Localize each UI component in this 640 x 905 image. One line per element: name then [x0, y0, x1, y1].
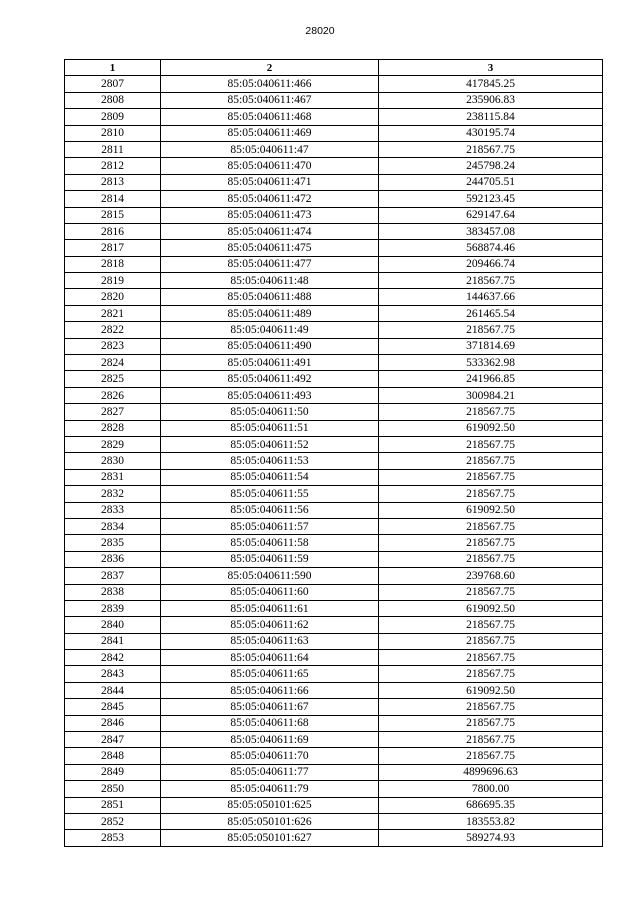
- table-row: [65, 813, 603, 829]
- row-number-cell: 2828: [65, 420, 161, 436]
- table-row: [65, 600, 603, 616]
- table-row: [65, 273, 603, 289]
- table-row: [65, 617, 603, 633]
- cadastral-number-cell: 85:05:040611:470: [161, 158, 379, 174]
- table-row: [65, 568, 603, 584]
- table-row: [65, 732, 603, 748]
- value-cell: 218567.75: [379, 650, 603, 666]
- cadastral-number-cell: 85:05:040611:468: [161, 109, 379, 125]
- table-row: [65, 764, 603, 780]
- table-row: [65, 338, 603, 354]
- row-number-cell: 2809: [65, 109, 161, 125]
- value-cell: 383457.08: [379, 223, 603, 239]
- cadastral-number-cell: 85:05:040611:65: [161, 666, 379, 682]
- cadastral-number-cell: 85:05:040611:473: [161, 207, 379, 223]
- cadastral-number-cell: 85:05:040611:466: [161, 76, 379, 92]
- table-row: [65, 682, 603, 698]
- cadastral-number-cell: 85:05:040611:64: [161, 650, 379, 666]
- row-number-cell: 2849: [65, 764, 161, 780]
- cadastral-number-cell: 85:05:040611:69: [161, 732, 379, 748]
- cadastral-number-cell: 85:05:040611:49: [161, 322, 379, 338]
- cadastral-number-cell: 85:05:040611:57: [161, 518, 379, 534]
- table-row: [65, 584, 603, 600]
- cadastral-number-cell: 85:05:050101:626: [161, 813, 379, 829]
- table-row: [65, 289, 603, 305]
- cadastral-number-cell: 85:05:040611:590: [161, 568, 379, 584]
- value-cell: 144637.66: [379, 289, 603, 305]
- table-row: [65, 223, 603, 239]
- value-cell: 417845.25: [379, 76, 603, 92]
- row-number-cell: 2836: [65, 551, 161, 567]
- table-row: [65, 650, 603, 666]
- value-cell: 245798.24: [379, 158, 603, 174]
- value-cell: 218567.75: [379, 699, 603, 715]
- row-number-cell: 2819: [65, 273, 161, 289]
- table-row: [65, 174, 603, 190]
- row-number-cell: 2852: [65, 813, 161, 829]
- row-number-cell: 2844: [65, 682, 161, 698]
- cadastral-number-cell: 85:05:040611:79: [161, 781, 379, 797]
- cadastral-number-cell: 85:05:040611:59: [161, 551, 379, 567]
- row-number-cell: 2841: [65, 633, 161, 649]
- value-cell: 218567.75: [379, 404, 603, 420]
- value-cell: 218567.75: [379, 518, 603, 534]
- row-number-cell: 2813: [65, 174, 161, 190]
- table-row: [65, 191, 603, 207]
- row-number-cell: 2851: [65, 797, 161, 813]
- value-cell: 218567.75: [379, 551, 603, 567]
- cadastral-number-cell: 85:05:040611:491: [161, 355, 379, 371]
- value-cell: 218567.75: [379, 666, 603, 682]
- value-cell: 218567.75: [379, 748, 603, 764]
- table-row: [65, 781, 603, 797]
- row-number-cell: 2837: [65, 568, 161, 584]
- cadastral-number-cell: 85:05:040611:47: [161, 141, 379, 157]
- cadastral-number-cell: 85:05:040611:469: [161, 125, 379, 141]
- value-cell: 218567.75: [379, 453, 603, 469]
- row-number-cell: 2820: [65, 289, 161, 305]
- cadastral-number-cell: 85:05:040611:471: [161, 174, 379, 190]
- cadastral-number-cell: 85:05:040611:56: [161, 502, 379, 518]
- value-cell: 244705.51: [379, 174, 603, 190]
- value-cell: 235906.83: [379, 92, 603, 108]
- row-number-cell: 2838: [65, 584, 161, 600]
- table-row: [65, 420, 603, 436]
- table-row: [65, 666, 603, 682]
- cadastral-number-cell: 85:05:040611:490: [161, 338, 379, 354]
- value-cell: 218567.75: [379, 141, 603, 157]
- table-row: [65, 633, 603, 649]
- row-number-cell: 2847: [65, 732, 161, 748]
- row-number-cell: 2814: [65, 191, 161, 207]
- value-cell: 218567.75: [379, 617, 603, 633]
- value-cell: 430195.74: [379, 125, 603, 141]
- cadastral-number-cell: 85:05:040611:472: [161, 191, 379, 207]
- cadastral-number-cell: 85:05:040611:53: [161, 453, 379, 469]
- table-row: [65, 92, 603, 108]
- value-cell: 218567.75: [379, 584, 603, 600]
- table-row: [65, 486, 603, 502]
- row-number-cell: 2816: [65, 223, 161, 239]
- value-cell: 592123.45: [379, 191, 603, 207]
- row-number-cell: 2810: [65, 125, 161, 141]
- table-body: [65, 76, 603, 846]
- cadastral-number-cell: 85:05:040611:467: [161, 92, 379, 108]
- value-cell: 686695.35: [379, 797, 603, 813]
- row-number-cell: 2839: [65, 600, 161, 616]
- row-number-cell: 2840: [65, 617, 161, 633]
- row-number-cell: 2853: [65, 830, 161, 846]
- value-cell: 619092.50: [379, 502, 603, 518]
- table-row: [65, 748, 603, 764]
- row-number-cell: 2817: [65, 240, 161, 256]
- cadastral-number-cell: 85:05:040611:51: [161, 420, 379, 436]
- value-cell: 7800.00: [379, 781, 603, 797]
- value-cell: 371814.69: [379, 338, 603, 354]
- cadastral-number-cell: 85:05:040611:48: [161, 273, 379, 289]
- row-number-cell: 2829: [65, 436, 161, 452]
- table-row: [65, 256, 603, 272]
- row-number-cell: 2833: [65, 502, 161, 518]
- value-cell: 218567.75: [379, 469, 603, 485]
- table-row: [65, 387, 603, 403]
- value-cell: 300984.21: [379, 387, 603, 403]
- cadastral-number-cell: 85:05:040611:62: [161, 617, 379, 633]
- table-row: [65, 240, 603, 256]
- cadastral-number-cell: 85:05:040611:68: [161, 715, 379, 731]
- row-number-cell: 2825: [65, 371, 161, 387]
- row-number-cell: 2831: [65, 469, 161, 485]
- header-cell-1: 1: [65, 60, 161, 76]
- cadastral-number-cell: 85:05:040611:475: [161, 240, 379, 256]
- value-cell: 218567.75: [379, 273, 603, 289]
- cadastral-number-cell: 85:05:040611:67: [161, 699, 379, 715]
- value-cell: 4899696.63: [379, 764, 603, 780]
- table-row: [65, 305, 603, 321]
- row-number-cell: 2821: [65, 305, 161, 321]
- table-row: [65, 371, 603, 387]
- table-row: [65, 535, 603, 551]
- value-cell: 218567.75: [379, 732, 603, 748]
- table-row: [65, 436, 603, 452]
- table-row: [65, 469, 603, 485]
- value-cell: 589274.93: [379, 830, 603, 846]
- cadastral-number-cell: 85:05:040611:61: [161, 600, 379, 616]
- cadastral-number-cell: 85:05:040611:63: [161, 633, 379, 649]
- row-number-cell: 2850: [65, 781, 161, 797]
- table-row: [65, 797, 603, 813]
- value-cell: 238115.84: [379, 109, 603, 125]
- row-number-cell: 2807: [65, 76, 161, 92]
- value-cell: 629147.64: [379, 207, 603, 223]
- table-row: [65, 518, 603, 534]
- cadastral-number-cell: 85:05:040611:70: [161, 748, 379, 764]
- table-row: [65, 322, 603, 338]
- cadastral-number-cell: 85:05:040611:488: [161, 289, 379, 305]
- row-number-cell: 2835: [65, 535, 161, 551]
- header-cell-3: 3: [379, 60, 603, 76]
- row-number-cell: 2815: [65, 207, 161, 223]
- row-number-cell: 2845: [65, 699, 161, 715]
- value-cell: 239768.60: [379, 568, 603, 584]
- header-row: [65, 60, 603, 76]
- row-number-cell: 2808: [65, 92, 161, 108]
- cadastral-number-cell: 85:05:040611:60: [161, 584, 379, 600]
- registry-table: [64, 59, 603, 847]
- value-cell: 209466.74: [379, 256, 603, 272]
- cadastral-number-cell: 85:05:040611:493: [161, 387, 379, 403]
- cadastral-number-cell: 85:05:040611:50: [161, 404, 379, 420]
- cadastral-number-cell: 85:05:040611:52: [161, 436, 379, 452]
- row-number-cell: 2843: [65, 666, 161, 682]
- table-row: [65, 158, 603, 174]
- row-number-cell: 2827: [65, 404, 161, 420]
- row-number-cell: 2822: [65, 322, 161, 338]
- cadastral-number-cell: 85:05:050101:625: [161, 797, 379, 813]
- page-number: 28020: [305, 25, 335, 37]
- value-cell: 218567.75: [379, 436, 603, 452]
- table-row: [65, 830, 603, 846]
- cadastral-number-cell: 85:05:040611:55: [161, 486, 379, 502]
- table-row: [65, 699, 603, 715]
- row-number-cell: 2830: [65, 453, 161, 469]
- value-cell: 218567.75: [379, 322, 603, 338]
- cadastral-number-cell: 85:05:040611:58: [161, 535, 379, 551]
- table-row: [65, 76, 603, 92]
- header-cell-2: 2: [161, 60, 379, 76]
- value-cell: 218567.75: [379, 535, 603, 551]
- cadastral-number-cell: 85:05:040611:492: [161, 371, 379, 387]
- value-cell: 218567.75: [379, 633, 603, 649]
- table-header: [65, 60, 603, 76]
- row-number-cell: 2823: [65, 338, 161, 354]
- value-cell: 619092.50: [379, 600, 603, 616]
- row-number-cell: 2812: [65, 158, 161, 174]
- cadastral-number-cell: 85:05:040611:489: [161, 305, 379, 321]
- table-row: [65, 355, 603, 371]
- table-row: [65, 125, 603, 141]
- value-cell: 619092.50: [379, 682, 603, 698]
- cadastral-number-cell: 85:05:040611:54: [161, 469, 379, 485]
- table-row: [65, 207, 603, 223]
- table-row: [65, 404, 603, 420]
- table-row: [65, 551, 603, 567]
- value-cell: 568874.46: [379, 240, 603, 256]
- table-row: [65, 141, 603, 157]
- row-number-cell: 2846: [65, 715, 161, 731]
- table-row: [65, 453, 603, 469]
- row-number-cell: 2824: [65, 355, 161, 371]
- value-cell: 533362.98: [379, 355, 603, 371]
- table-row: [65, 109, 603, 125]
- value-cell: 218567.75: [379, 715, 603, 731]
- row-number-cell: 2842: [65, 650, 161, 666]
- cadastral-number-cell: 85:05:040611:477: [161, 256, 379, 272]
- value-cell: 183553.82: [379, 813, 603, 829]
- row-number-cell: 2832: [65, 486, 161, 502]
- value-cell: 241966.85: [379, 371, 603, 387]
- row-number-cell: 2834: [65, 518, 161, 534]
- cadastral-number-cell: 85:05:040611:66: [161, 682, 379, 698]
- row-number-cell: 2811: [65, 141, 161, 157]
- cadastral-number-cell: 85:05:050101:627: [161, 830, 379, 846]
- row-number-cell: 2826: [65, 387, 161, 403]
- cadastral-number-cell: 85:05:040611:474: [161, 223, 379, 239]
- value-cell: 218567.75: [379, 486, 603, 502]
- cadastral-number-cell: 85:05:040611:77: [161, 764, 379, 780]
- table-row: [65, 715, 603, 731]
- value-cell: 619092.50: [379, 420, 603, 436]
- row-number-cell: 2818: [65, 256, 161, 272]
- row-number-cell: 2848: [65, 748, 161, 764]
- value-cell: 261465.54: [379, 305, 603, 321]
- table-row: [65, 502, 603, 518]
